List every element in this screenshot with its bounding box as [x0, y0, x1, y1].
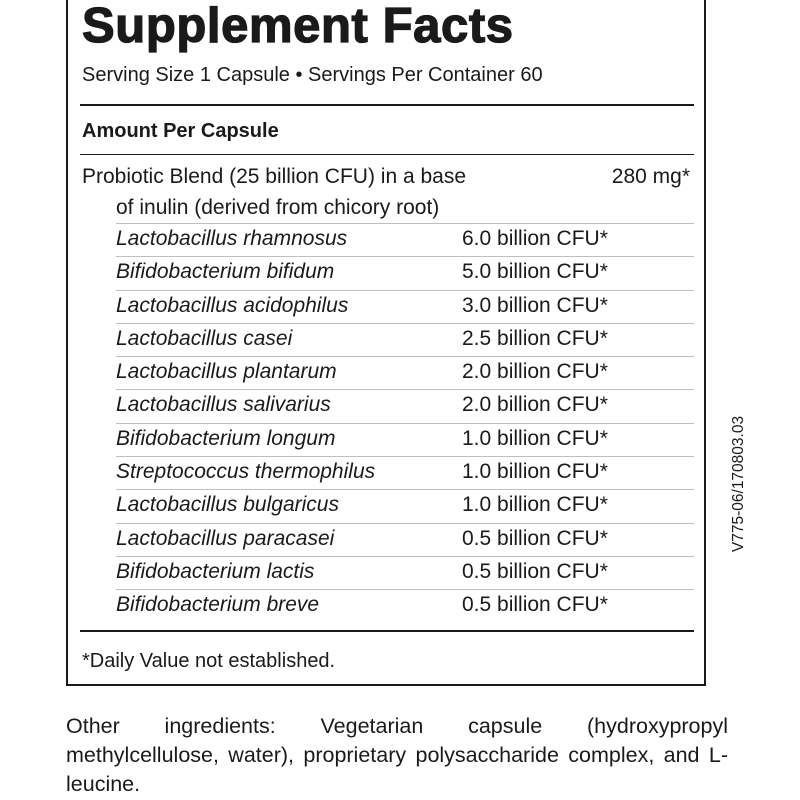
strain-amount: 0.5 billion CFU* [462, 526, 608, 550]
strain-row [116, 456, 694, 489]
strain-row [116, 556, 694, 589]
strain-name: Lactobacillus plantarum [116, 360, 337, 384]
strain-amount: 5.0 billion CFU* [462, 260, 608, 284]
strain-name: Lactobacillus acidophilus [116, 293, 349, 317]
strain-amount: 1.0 billion CFU* [462, 460, 608, 484]
strain-name: Lactobacillus casei [116, 326, 293, 350]
divider-top [80, 104, 694, 106]
strain-row [116, 356, 694, 389]
strain-name: Bifidobacterium longum [116, 426, 336, 450]
blend-amount: 280 mg* [611, 165, 690, 188]
strain-amount: 0.5 billion CFU* [462, 593, 608, 617]
strain-name: Lactobacillus paracasei [116, 526, 335, 550]
serving-info: Serving Size 1 Capsule • Servings Per Container 60 [82, 64, 543, 86]
strain-name: Bifidobacterium breve [116, 593, 320, 617]
strain-name: Lactobacillus bulgaricus [116, 493, 339, 517]
strain-amount: 2.0 billion CFU* [462, 393, 608, 417]
blend-description-line2: of inulin (derived from chicory root) [116, 196, 440, 219]
divider-heading [80, 154, 694, 155]
strain-list [116, 223, 694, 623]
daily-value-footnote: *Daily Value not established. [82, 650, 336, 672]
blend-description-line1: Probiotic Blend (25 billion CFU) in a base [82, 165, 467, 188]
strain-amount: 1.0 billion CFU* [462, 426, 608, 450]
label-code: V775-06/170803.03 [730, 415, 747, 553]
other-ingredients: Other ingredients: Vegetarian capsule (hydroxypropyl methylcellulose, water), proprietary polysaccharide complex, and L-leucine. [66, 714, 728, 796]
strain-amount: 3.0 billion CFU* [462, 293, 608, 317]
strain-row [116, 489, 694, 522]
panel-title: Supplement Facts [82, 0, 514, 53]
strain-name: Bifidobacterium bifidum [116, 260, 335, 284]
strain-amount: 1.0 billion CFU* [462, 493, 608, 517]
divider-bottom [80, 630, 694, 632]
strain-name: Lactobacillus salivarius [116, 393, 331, 417]
strain-row [116, 290, 694, 323]
strain-amount: 6.0 billion CFU* [462, 227, 608, 250]
strain-row [116, 256, 694, 289]
strain-amount: 0.5 billion CFU* [462, 559, 608, 583]
strain-row [116, 223, 694, 256]
strain-name: Bifidobacterium lactis [116, 559, 315, 583]
strain-row [116, 423, 694, 456]
strain-row [116, 589, 694, 622]
strain-row [116, 389, 694, 422]
strain-row [116, 323, 694, 356]
strain-amount: 2.0 billion CFU* [462, 360, 608, 384]
strain-name: Lactobacillus rhamnosus [116, 227, 348, 250]
amount-heading: Amount Per Capsule [82, 120, 279, 142]
strain-name: Streptococcus thermophilus [116, 460, 376, 484]
strain-row [116, 523, 694, 556]
strain-amount: 2.5 billion CFU* [462, 326, 608, 350]
supplement-facts-panel [66, 0, 706, 686]
